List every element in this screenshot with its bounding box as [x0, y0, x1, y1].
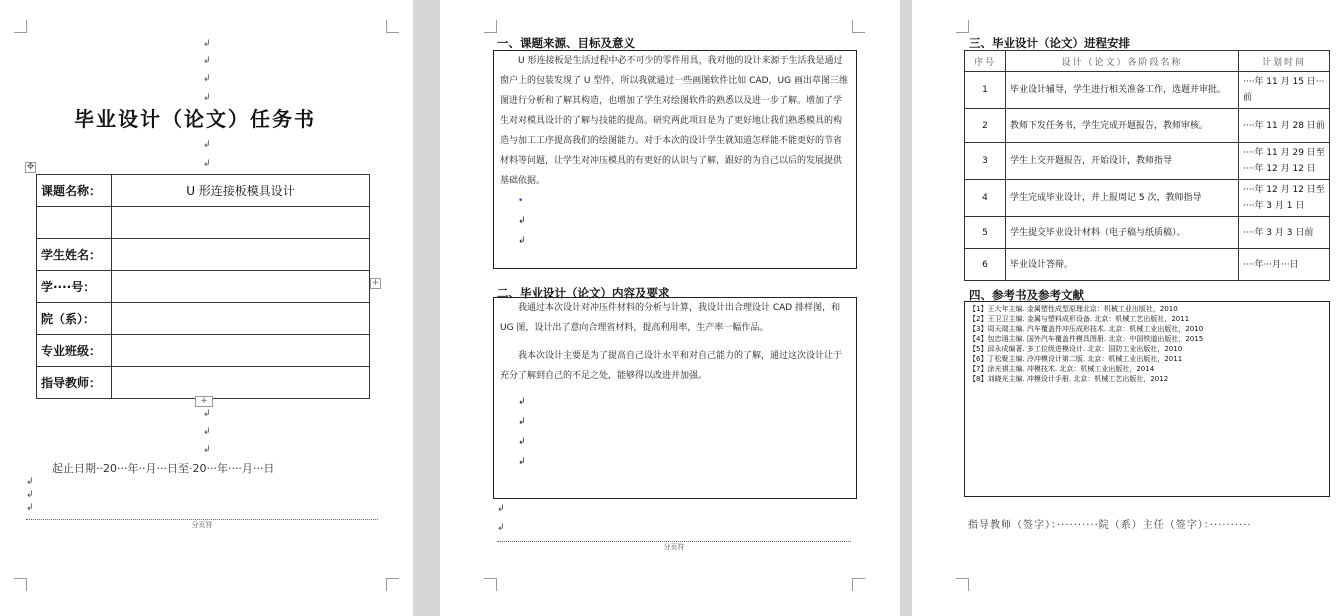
section-1-title: 一、课题来源、目标及意义: [497, 36, 635, 50]
paragraph-mark: ↲: [203, 159, 211, 169]
reference-item: 【1】王大年主编. 金属塑性成型原理北京：机械工业出版社，2010: [969, 305, 1178, 313]
section-2-paragraph-2: 我本次设计主要是为了提高自己设计水平和对自己能力的了解，通过这次设计让于充分了解到自己的不足之处，能够得以改进并加强。: [500, 351, 843, 381]
header-time: 计划时间: [1239, 51, 1330, 72]
row-label: 院（系）：: [37, 303, 112, 335]
table-row: [37, 207, 370, 239]
empty-line: ↲: [518, 236, 526, 246]
row-label: 学生姓名：: [37, 239, 112, 271]
paragraph-mark: ↲: [203, 39, 211, 49]
empty-line: ↲: [518, 216, 526, 226]
empty-line: ↲: [518, 457, 526, 467]
table-header-row: [965, 51, 1330, 72]
document-title: 毕业设计（论文）任务书: [74, 107, 316, 131]
row-time[interactable]: ····年 11 月 15 日···前: [1239, 72, 1330, 109]
add-column-icon[interactable]: +: [371, 278, 380, 288]
row-value[interactable]: [112, 239, 370, 271]
row-label: 学····号：: [37, 271, 112, 303]
row-task[interactable]: 毕业设计答辩。: [1006, 249, 1239, 281]
table-move-handle-icon[interactable]: ✥: [26, 162, 35, 172]
row-label: [37, 207, 112, 239]
table-row: [37, 271, 370, 303]
row-time[interactable]: ····年 12 月 12 日至····年 3 月 1 日: [1239, 180, 1330, 217]
empty-line: ↲: [518, 417, 526, 427]
row-value[interactable]: [112, 303, 370, 335]
page-corner-mark: [386, 20, 399, 33]
section-2-title: 二、毕业设计（论文）内容及要求: [497, 286, 670, 300]
page-break-marker: 分页符: [497, 541, 851, 552]
row-label: 指导教师：: [37, 367, 112, 399]
reference-item: 【3】周天瑞主编. 汽车覆盖件冲压成形技术. 北京：机械工业出版社，2010: [969, 325, 1204, 333]
reference-item: 【4】包忠诩主编. 国外汽车覆盖件模具图册. 北京：中国铁道出版社，2015: [969, 335, 1204, 343]
page-corner-mark: [956, 20, 969, 33]
page-corner-mark: [484, 578, 497, 591]
paragraph-mark: ↲: [203, 140, 211, 150]
row-label: 课题名称：: [37, 175, 112, 207]
section-1-box: [493, 50, 857, 269]
add-row-icon[interactable]: +: [195, 396, 213, 407]
row-value[interactable]: [112, 367, 370, 399]
section-4-title: 四、参考书及参考文献: [969, 288, 1084, 302]
page-corner-mark: [852, 578, 865, 591]
references-box: [964, 301, 1330, 497]
paragraph-mark: ↲: [203, 445, 211, 455]
paragraph-mark: ↲: [26, 490, 34, 500]
empty-line: ↲: [518, 437, 526, 447]
table-row: [965, 109, 1330, 143]
page-2: [440, 0, 900, 616]
row-value[interactable]: [112, 207, 370, 239]
paragraph-mark: ↲: [497, 523, 505, 533]
page-corner-mark: [484, 20, 497, 33]
page-corner-mark: [14, 20, 27, 33]
section-3-title: 三、毕业设计（论文）进程安排: [969, 36, 1130, 50]
table-row: [37, 335, 370, 367]
schedule-table: [964, 50, 1330, 281]
reference-item: 【7】涂光祺主编. 冲模技术. 北京：机械工业出版社，2014: [969, 365, 1155, 373]
row-task[interactable]: 学生上交开题报告，开始设计，教师指导: [1006, 143, 1239, 180]
table-row: [965, 217, 1330, 249]
row-no: 6: [965, 249, 1006, 281]
table-row: [965, 180, 1330, 217]
page-corner-mark: [386, 578, 399, 591]
topic-value[interactable]: U 形连接板模具设计: [112, 175, 370, 207]
reference-item: 【8】刘晓光主编. 冲模设计手册. 北京：机械工艺出版社，2012: [969, 375, 1169, 383]
info-table: [36, 174, 370, 399]
paragraph-mark: ↲: [203, 93, 211, 103]
row-task[interactable]: 教师下发任务书，学生完成开题报告，教师审核。: [1006, 109, 1239, 143]
table-row: [37, 239, 370, 271]
header-stage: 设计（论文）各阶段名称: [1006, 51, 1239, 72]
date-range-line: 起止日期··20···年··月···日至·20···年····月···日: [52, 462, 275, 475]
paragraph-mark: ↲: [203, 74, 211, 84]
row-time[interactable]: ····年···月···日: [1239, 249, 1330, 281]
paragraph-mark: ↲: [497, 504, 505, 514]
row-time[interactable]: ····年 11 月 29 日至····年 12 月 12 日: [1239, 143, 1330, 180]
paragraph-mark: ↲: [203, 56, 211, 66]
paragraph-mark: ↲: [26, 477, 34, 487]
reference-item: 【5】邱永成编著. 多工位级进模设计. 北京：国防工业出版社，2010: [969, 345, 1183, 353]
paragraph-mark: ↲: [203, 409, 211, 419]
row-no: 3: [965, 143, 1006, 180]
row-no: 5: [965, 217, 1006, 249]
paragraph-mark: ↲: [203, 427, 211, 437]
page-corner-mark: [852, 20, 865, 33]
row-no: 2: [965, 109, 1006, 143]
row-value[interactable]: [112, 271, 370, 303]
row-no: 4: [965, 180, 1006, 217]
page-1: [0, 0, 413, 616]
table-row: [965, 143, 1330, 180]
paragraph-mark: ↲: [26, 503, 34, 513]
row-time[interactable]: ····年 11 月 28 日前: [1239, 109, 1330, 143]
signature-line: 指导教师（签字）：··········院（系）主任（签字）：··········: [968, 520, 1252, 531]
section-2-box: [493, 297, 857, 499]
table-row: [965, 72, 1330, 109]
page-break-marker: 分页符: [26, 519, 378, 530]
header-no: 序号: [965, 51, 1006, 72]
table-row: [965, 249, 1330, 281]
reference-item: 【6】丁松聚主编. 冷冲模设计第二版. 北京：机械工业出版社，2011: [969, 355, 1183, 363]
row-label: 专业班级：: [37, 335, 112, 367]
empty-line: ↲: [518, 397, 526, 407]
table-row: [37, 367, 370, 399]
row-task[interactable]: 学生完成毕业设计，并上报周记 5 次，教师指导: [1006, 180, 1239, 217]
bullet-item: •: [518, 196, 524, 206]
row-task[interactable]: 毕业设计辅导，学生进行相关准备工作，选题并审批。: [1006, 72, 1239, 109]
row-value[interactable]: [112, 335, 370, 367]
table-row: [37, 175, 370, 207]
section-2-paragraph-1: 我通过本次设计对冲压件材料的分析与计算，我设计出合理设计 CAD 排样图，和 UG 图，设计出了意向合理省材料，提高利用率，生产率一幅作品。: [500, 303, 841, 333]
reference-item: 【2】王卫卫主编. 金属与塑料成形设备. 北京：机械工艺出版社，2011: [969, 315, 1190, 323]
row-time[interactable]: ····年 3 月 3 日前: [1239, 217, 1330, 249]
section-1-text: U 形连接板是生活过程中必不可少的零件用具，我对他的设计来源于生活我是通过窗户上的包装发现了 U 型件，所以我就通过一些画图软件比如 CAD，UG 画出草图三维图进行分析和了解其构造，也增加了学生对绘图软件的熟悉以及进一步了解。增加了学生对对模具设计的了解与技能的提高。研究两此项目是为了更好地让我们熟悉模具的构造与加工工序提高我们的绘图能力。对于本次的设计学生就知道怎样能不能更好的节省材料等问题，让学生对冲压模具的有更好的认识与了解，跟好的为自己以后的发展提供基础依据。: [500, 56, 848, 186]
page-corner-mark: [14, 578, 27, 591]
row-task[interactable]: 学生提交毕业设计材料（电子稿与纸质稿）。: [1006, 217, 1239, 249]
page-corner-mark: [956, 578, 969, 591]
row-no: 1: [965, 72, 1006, 109]
table-row: [37, 303, 370, 335]
